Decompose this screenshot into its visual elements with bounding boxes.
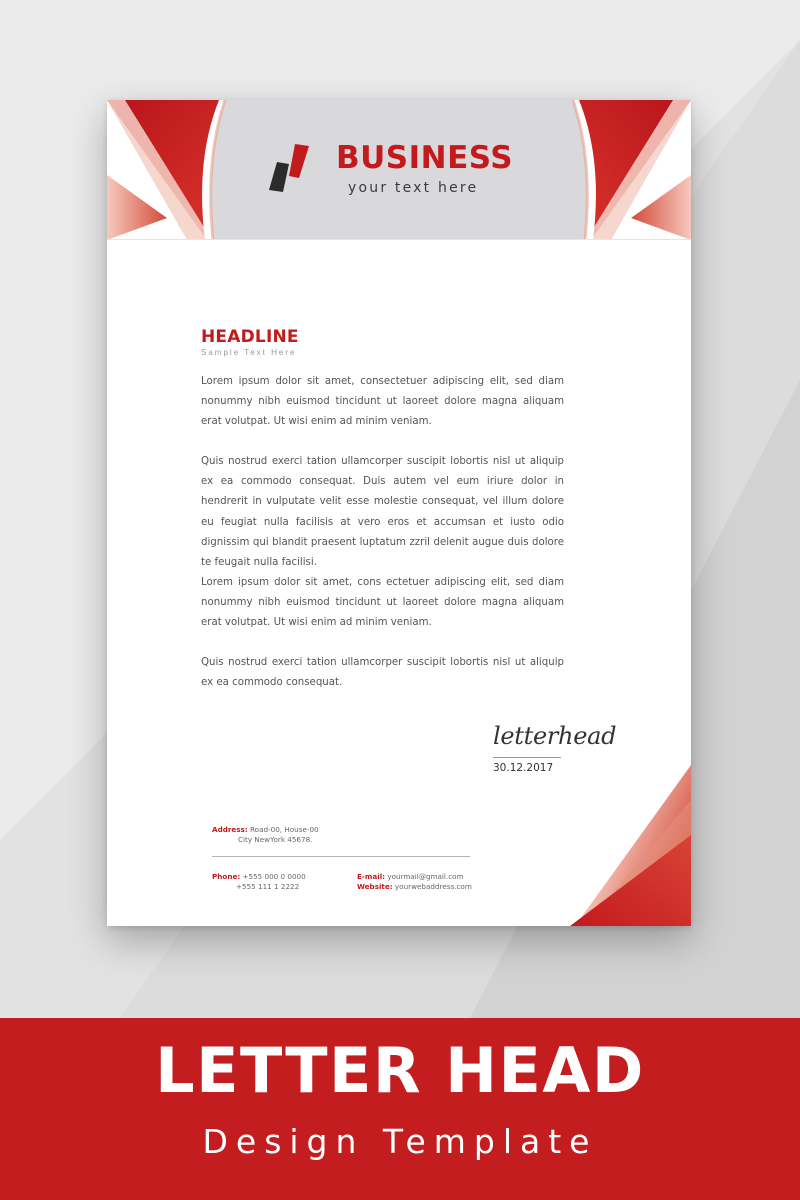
title-banner (0, 1018, 800, 1200)
phone-line1: +555 000 0 0000 (242, 872, 306, 881)
paragraph: Quis nostrud exerci tation ullamcorper suscipit lobortis nisl ut aliquip ex ea commodo consequat. Duis autem vel eum iriure dolor in hendrerit in vulputate velit esse molestie consequat, vel illum dolore eu feugiat nulla facilisis at vero eros et accumsan et iusto odio dignissim qui blandit praesent luptatum zzril delenit augue duis dolore te feugait nulla facilisi. (201, 456, 564, 568)
body-text (201, 372, 564, 693)
phone-label: Phone: (212, 872, 241, 881)
web-block (357, 872, 497, 891)
letterhead-page (107, 100, 691, 926)
email-value: yourmail@gmail.com (387, 872, 464, 881)
banner-title: LETTER HEAD (155, 1034, 645, 1107)
address-label: Address: (212, 825, 248, 834)
address-line2: City NewYork 45678. (238, 834, 313, 844)
phone-block (212, 872, 352, 891)
website-label: Website: (357, 881, 393, 891)
address-line1: Road-00, House-00 (250, 825, 319, 834)
logo-mark (269, 142, 313, 196)
banner-subtitle: Design Template (202, 1122, 598, 1161)
paragraph: Lorem ipsum dolor sit amet, consectetuer adipiscing elit, sed diam nonummy nibh euismod tincidunt ut laoreet dolore magna aliquam erat volutpat. Ut wisi enim ad minim veniam. (201, 376, 564, 428)
paragraph: Lorem ipsum dolor sit amet, cons ectetuer adipiscing elit, sed diam nonummy nibh euismod tincidunt ut laoreet dolore magna aliquam erat volutpat. Ut wisi enim ad minim veniam. (201, 576, 564, 629)
contact-divider (212, 856, 470, 857)
paragraph: Quis nostrud exerci tation ullamcorper suscipit lobortis nisl ut aliquip ex ea commodo consequat. (201, 657, 564, 689)
brand-tagline: your text here (348, 180, 479, 196)
phone-line2: +555 111 1 2222 (236, 881, 300, 891)
signature-date: 30.12.2017 (493, 762, 554, 774)
address-block (212, 825, 352, 844)
email-label: E-mail: (357, 872, 386, 881)
headline: HEADLINE (201, 327, 299, 347)
website-value: yourwebaddress.com (394, 881, 472, 891)
brand-name: BUSINESS (336, 140, 514, 176)
signature-line (493, 757, 561, 758)
subheadline: Sample Text Here (201, 348, 297, 357)
signature: letterhead (493, 722, 617, 750)
